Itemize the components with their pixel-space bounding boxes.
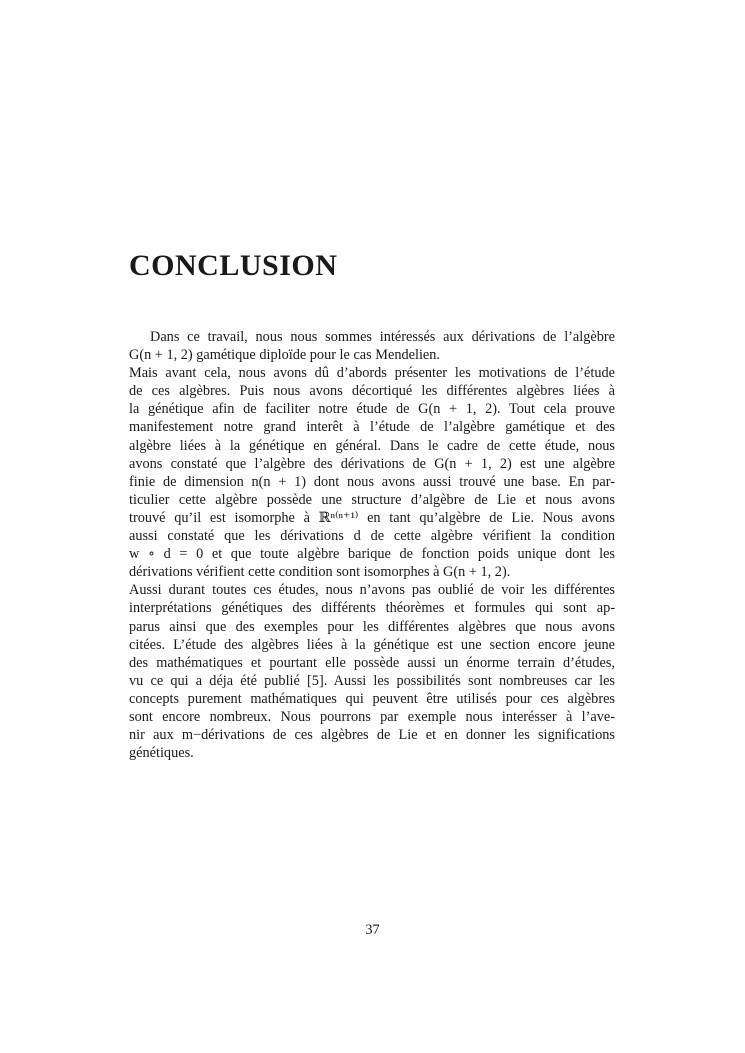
text-line: nir aux m−dérivations de ces algèbres de Lie et en donner les significations [129,727,615,744]
text-line: manifestement notre grand interêt à l’étude de l’algèbre gamétique et des [129,419,615,436]
text-line: trouvé qu’il est isomorphe à ℝⁿ⁽ⁿ⁺¹⁾ en tant qu’algèbre de Lie. Nous avons [129,509,615,526]
text-line: ticulier cette algèbre possède une structure d’algèbre de Lie et nous avons [129,491,615,508]
text-line: concepts purement mathématiques qui peuvent être utilisés pour ces algèbres [129,690,615,707]
conclusion-paragraph [129,328,615,762]
text-line: aussi constaté que les dérivations d de cette algèbre vérifient la condition [129,528,615,545]
text-line: citées. L’étude des algèbres liées à la génétique est une section encore jeune [129,636,615,653]
text-line: génétiques. [129,745,194,762]
text-line: vu ce qui a déja été publié [5]. Aussi les possibilités sont nombreuses car les [129,672,615,689]
text-line: G(n + 1, 2) gamétique diploïde pour le cas Mendelien. [129,347,440,364]
text-line: de ces algèbres. Puis nous avons décortiqué les différentes algèbres liées à [129,383,615,400]
text-line: algèbre liées à la génétique en général. Dans le cadre de cette étude, nous [129,437,615,454]
text-line: la génétique afin de faciliter notre étude de G(n + 1, 2). Tout cela prouve [129,401,615,418]
text-line: finie de dimension n(n + 1) dont nous avons aussi trouvé une base. En par- [129,473,615,490]
text-line: sont encore nombreux. Nous pourrons par exemple nous interésser à l’ave- [129,708,615,725]
text-line: avons constaté que l’algèbre des dérivations de G(n + 1, 2) est une algèbre [129,455,615,472]
text-line: Aussi durant toutes ces études, nous n’avons pas oublié de voir les différentes [129,582,615,599]
page-number: 37 [365,922,380,938]
text-line: Mais avant cela, nous avons dû d’abords présenter les motivations de l’étude [129,365,615,382]
text-line: parus ainsi que des exemples pour les différentes algèbres que nous avons [129,618,615,635]
text-line: dérivations vérifient cette condition sont isomorphes à G(n + 1, 2). [129,564,511,581]
chapter-title: CONCLUSION [129,249,338,282]
text-line: w ∘ d = 0 et que toute algèbre barique de fonction poids unique dont les [129,546,615,563]
text-line: Dans ce travail, nous nous sommes intéressés aux dérivations de l’algèbre [150,329,615,345]
text-line: des mathématiques et pourtant elle possède aussi un énorme terrain d’études, [129,654,615,671]
text-line: interprétations génétiques des différents théorèmes et formules qui sont ap- [129,600,615,617]
